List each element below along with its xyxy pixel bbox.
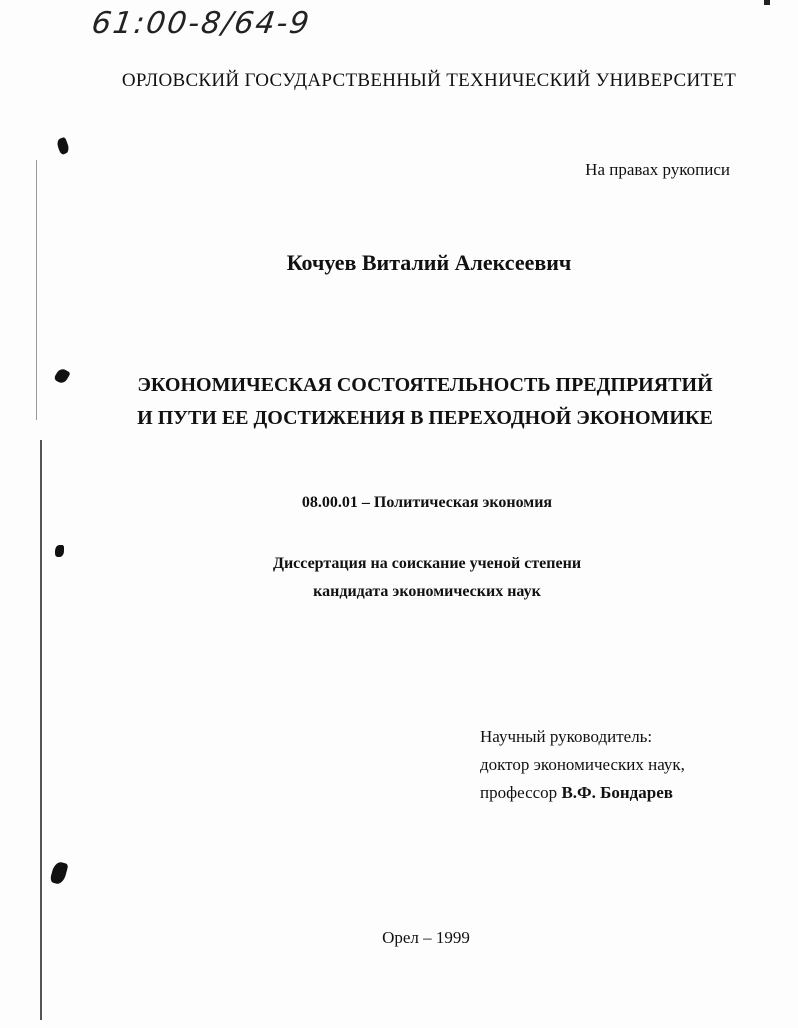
- city-year: Орел – 1999: [382, 928, 470, 947]
- supervisor-line: [480, 779, 685, 807]
- supervisor-block: [480, 723, 685, 807]
- manuscript-rights-note: На правах рукописи: [585, 160, 730, 179]
- degree-line-2: кандидата экономических наук: [313, 583, 541, 600]
- specialty-code: 08.00.01 – Политическая экономия: [301, 494, 553, 511]
- supervisor-degree: доктор экономических наук,: [480, 755, 685, 774]
- university-name: ОРЛОВСКИЙ ГОСУДАРСТВЕННЫЙ ТЕХНИЧЕСКИЙ УНИВЕРСИТЕТ: [121, 70, 737, 91]
- title-line-2: И ПУТИ ЕЕ ДОСТИЖЕНИЯ В ПЕРЕХОДНОЙ ЭКОНОМИКЕ: [137, 407, 713, 429]
- handwritten-archive-code: 61:00-8/64-9: [89, 6, 314, 41]
- scan-corner-mark: [764, 0, 770, 5]
- scan-blot-mark: [56, 137, 71, 155]
- dissertation-title: [0, 369, 798, 435]
- supervisor-name: В.Ф. Бондарев: [561, 783, 673, 802]
- degree-line-1: Диссертация на соискание ученой степени: [272, 555, 582, 572]
- supervisor-position: профессор: [480, 783, 558, 802]
- degree-statement: [0, 550, 798, 606]
- author-name: Кочуев Виталий Алексеевич: [286, 250, 572, 275]
- title-line-1: ЭКОНОМИЧЕСКАЯ СОСТОЯТЕЛЬНОСТЬ ПРЕДПРИЯТИЙ: [137, 374, 713, 396]
- supervisor-label: Научный руководитель:: [480, 727, 653, 746]
- scan-blot-mark: [49, 861, 68, 886]
